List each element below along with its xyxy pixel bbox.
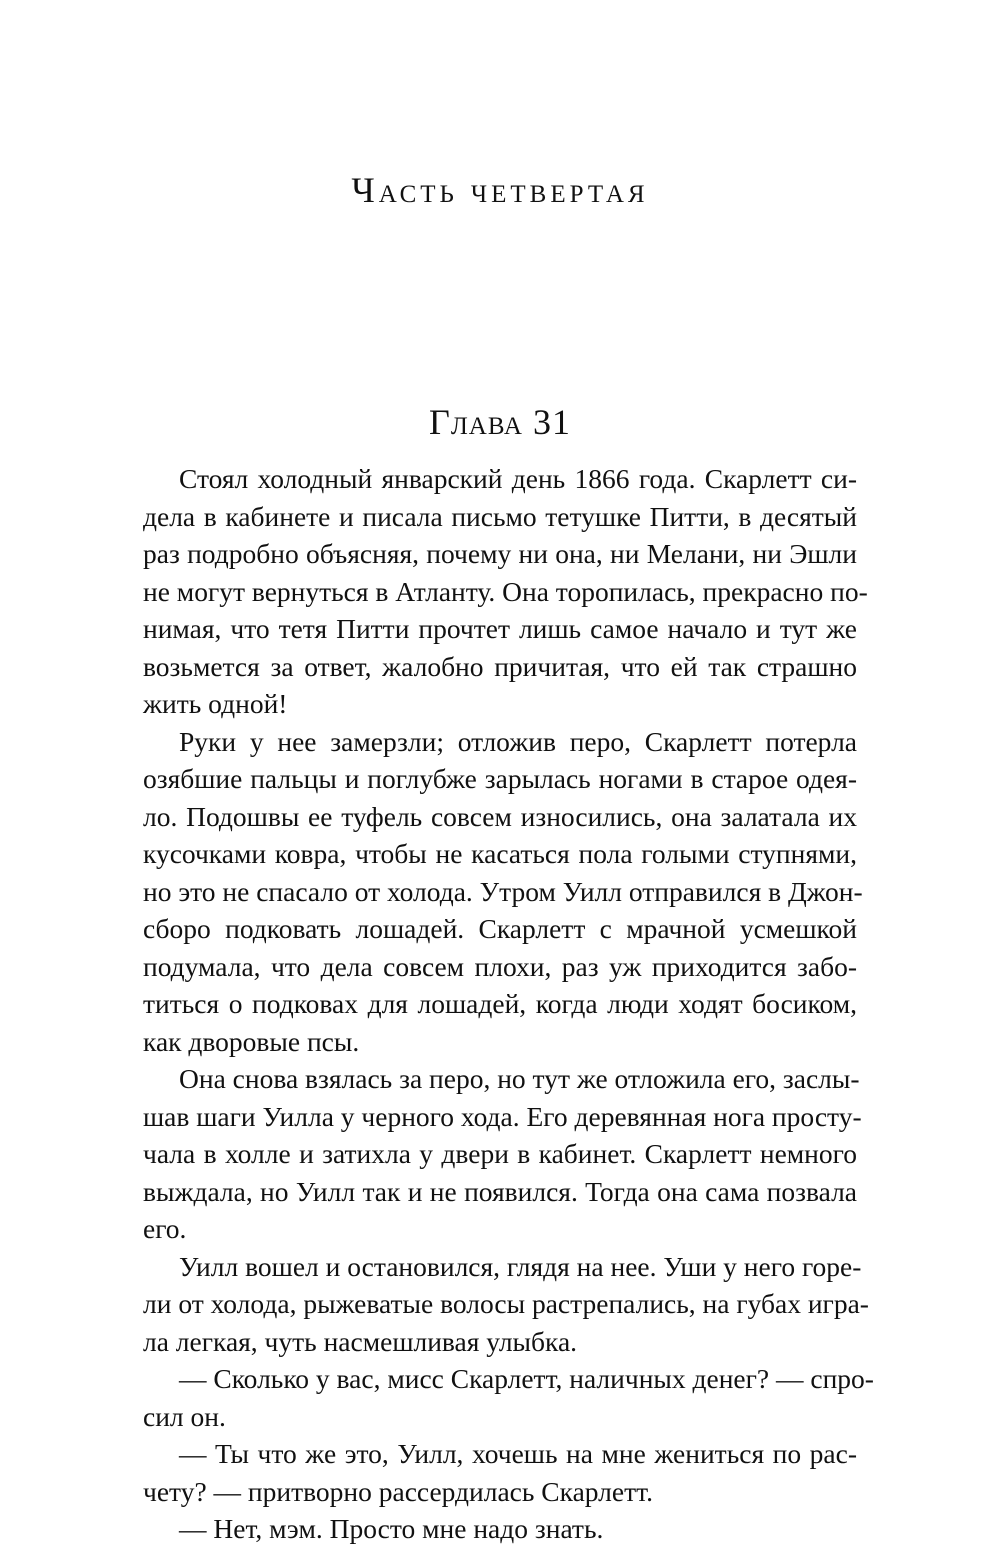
body-text	[143, 460, 874, 1548]
text-line: сил он.	[143, 1400, 226, 1432]
paragraph	[143, 460, 868, 723]
text-line: чету? — притворно рассердилась Скарлетт.	[143, 1475, 653, 1507]
text-line: Стоял холодный январский день 1866 года. Скарлетт си-	[179, 463, 857, 494]
text-line: ла легкая, чуть насмешливая улыбка.	[143, 1325, 578, 1357]
part-title: Часть четвертая	[351, 170, 649, 210]
text-line: кусочками ковра, чтобы не касаться пола голыми ступнями,	[143, 838, 857, 869]
paragraph	[143, 1510, 857, 1548]
paragraph	[143, 1435, 857, 1510]
text-line: — Нет, мэм. Просто мне надо знать.	[179, 1513, 604, 1544]
paragraph	[143, 723, 863, 1061]
text-line: Руки у нее замерзли; отложив перо, Скарлетт потерла	[179, 725, 857, 757]
text-line: озябшие пальцы и поглубже зарылась ногами в старое одея-	[143, 763, 857, 794]
text-line: нимая, что тетя Питти прочтет лишь самое начало и тут же	[143, 613, 857, 644]
text-line: ло. Подошвы ее туфель совсем износились, она залатала их	[143, 800, 857, 832]
text-line: выждала, но Уилл так и не появился. Тогда она сама позвала	[143, 1175, 857, 1207]
text-line: сборо подковать лошадей. Скарлетт с мрачной усмешкой	[143, 913, 857, 944]
text-line: его.	[143, 1213, 187, 1244]
text-line: шав шаги Уилла у черного хода. Его деревянная нога просту-	[143, 1100, 862, 1132]
text-line: титься о подковах для лошадей, когда люди ходят босиком,	[143, 988, 857, 1019]
text-line: Уилл вошел и остановился, глядя на нее. Уши у него горе-	[179, 1250, 862, 1282]
paragraph	[143, 1248, 869, 1361]
text-line: возьмется за ответ, жалобно причитая, что ей так страшно	[143, 650, 857, 682]
text-line: не могут вернуться в Атланту. Она торопилась, прекрасно по-	[143, 575, 868, 607]
text-line: как дворовые псы.	[143, 1025, 360, 1057]
text-line: ли от холода, рыжеватые волосы растрепались, на губах игра-	[143, 1288, 869, 1319]
text-line: чала в холле и затихла у двери в кабинет. Скарлетт немного	[143, 1138, 857, 1169]
text-line: — Сколько у вас, мисс Скарлетт, наличных денег? — спро-	[179, 1363, 874, 1394]
text-line: жить одной!	[143, 688, 288, 719]
text-line: — Ты что же это, Уилл, хочешь на мне жениться по рас-	[179, 1438, 857, 1469]
chapter-title: Глава 31	[429, 402, 571, 442]
text-line: подумала, что дела совсем плохи, раз уж приходится забо-	[143, 950, 857, 982]
text-line: раз подробно объясняя, почему ни она, ни Мелани, ни Эшли	[143, 538, 857, 569]
paragraph	[143, 1060, 862, 1248]
text-line: Она снова взялась за перо, но тут же отложила его, заслы-	[179, 1063, 860, 1094]
text-line: но это не спасало от холода. Утром Уилл отправился в Джон-	[143, 875, 863, 907]
paragraph	[143, 1360, 874, 1435]
text-line: дела в кабинете и писала письмо тетушке Питти, в десятый	[143, 500, 857, 532]
